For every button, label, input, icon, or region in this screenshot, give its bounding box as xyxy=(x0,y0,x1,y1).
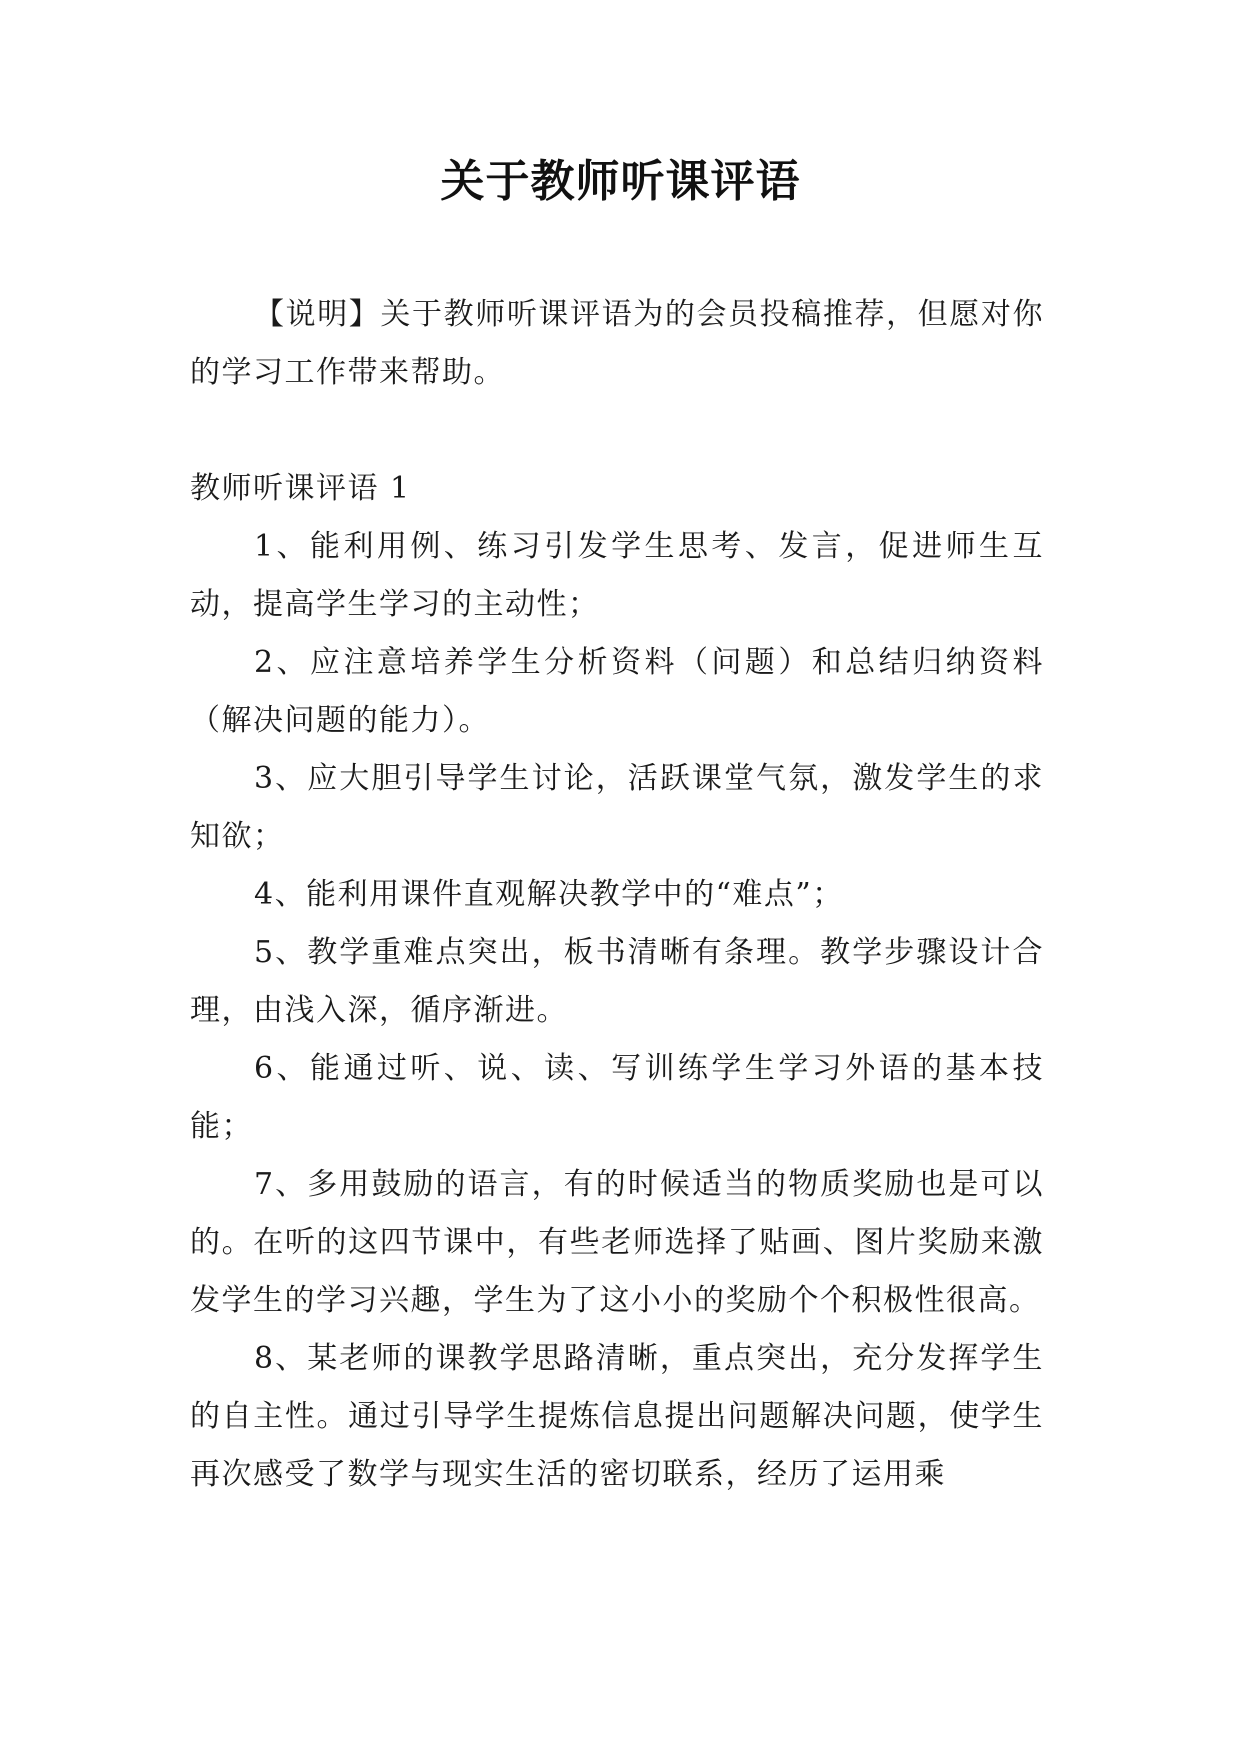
list-item: 5、教学重难点突出，板书清晰有条理。教学步骤设计合理，由浅入深，循序渐进。 xyxy=(190,935,1044,1028)
list-item: 6、能通过听、说、读、写训练学生学习外语的基本技能； xyxy=(190,1051,1044,1144)
document-body xyxy=(190,286,1044,1504)
document-title: 关于教师听课评语 xyxy=(440,156,801,207)
section-heading: 教师听课评语 1 xyxy=(190,471,411,506)
list-item: 2、应注意培养学生分析资料（问题）和总结归纳资料（解决问题的能力）。 xyxy=(190,645,1044,738)
paragraph-spacer xyxy=(190,402,1044,460)
list-item: 8、某老师的课教学思路清晰，重点突出，充分发挥学生的自主性。通过引导学生提炼信息提出问题解决问题，使学生再次感受了数学与现实生活的密切联系，经历了运用乘 xyxy=(190,1341,1044,1492)
list-item: 1、能利用例、练习引发学生思考、发言，促进师生互动，提高学生学习的主动性； xyxy=(190,529,1044,622)
list-item: 4、能利用课件直观解决教学中的“难点”； xyxy=(254,877,844,912)
intro-paragraph: 【说明】关于教师听课评语为的会员投稿推荐，但愿对你的学习工作带来帮助。 xyxy=(190,297,1044,390)
list-item: 3、应大胆引导学生讨论，活跃课堂气氛，激发学生的求知欲； xyxy=(190,761,1044,854)
list-item: 7、多用鼓励的语言，有的时候适当的物质奖励也是可以的。在听的这四节课中，有些老师选择了贴画、图片奖励来激发学生的学习兴趣，学生为了这小小的奖励个个积极性很高。 xyxy=(190,1167,1044,1318)
